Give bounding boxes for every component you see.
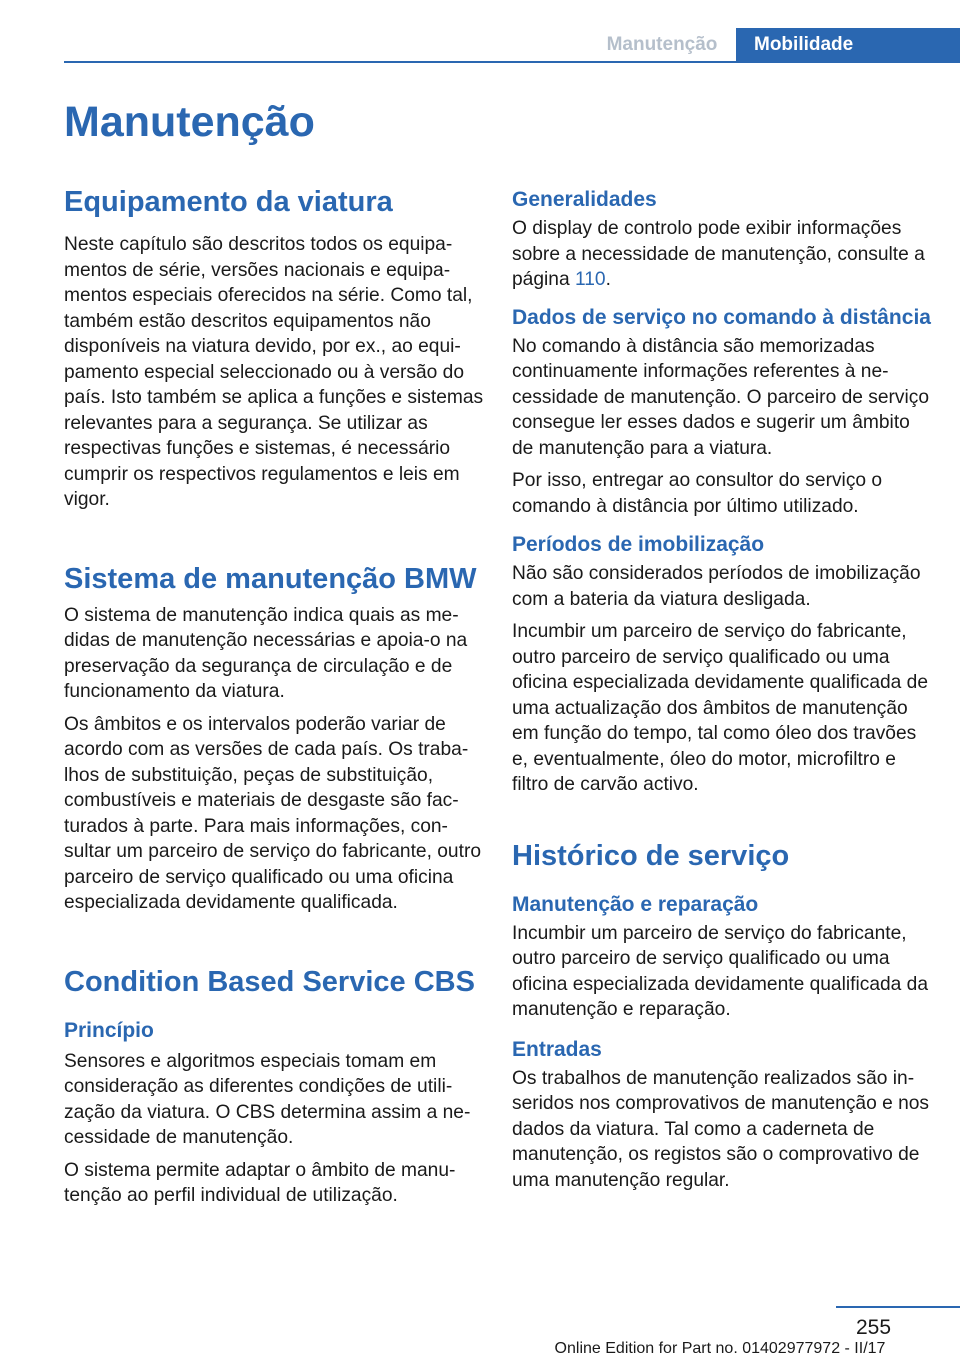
- subsection-title-principio: Princípio: [64, 1018, 154, 1042]
- paragraph-text: O display de controlo pode exibir informações sobre a necessidade de manutenção, consulte a página: [512, 218, 925, 290]
- paragraph: No comando à distância são memorizadas continuamente informações referentes à necessidade de manutenção. O parceiro de serviço consegue ler esses dados e sugerir um âmbito de manutenção para a viatura.: [512, 335, 930, 459]
- paragraph: O sistema de manutenção indica quais as medidas de manutenção necessárias e apoia-o na preservação da segurança de circulação e de funcionamento da viatura.: [64, 604, 468, 702]
- paragraph-end: .: [605, 269, 611, 290]
- paragraph: Incumbir um parceiro de serviço do fabricante, outro parceiro de serviço qualificado ou uma oficina especializada devidamente qualificada de uma actualização dos âmbitos de manutenção em função do tempo, tal como óleo dos travões e, eventualmente, óleo do motor, microfiltro e filtro de carvão activo.: [512, 621, 929, 795]
- right-column: [512, 182, 932, 1193]
- paragraph: O sistema permite adaptar o âmbito de manutenção ao perfil individual de utilização.: [64, 1159, 456, 1206]
- paragraph: Os âmbitos e os intervalos poderão variar de acordo com as versões de cada país. Os trabalhos de substituição, peças de substituição, combustíveis e materiais de desgaste são facturados à parte. Para mais informações, consultar um parceiro de serviço do fabricante, outro parceiro de serviço qualificado ou uma oficina especializada devidamente qualificada.: [64, 713, 482, 913]
- section-title-equipamento: Equipamento da viatura: [64, 186, 393, 218]
- page-number: 255: [856, 1316, 892, 1339]
- footer-rule: [836, 1306, 960, 1308]
- paragraph: Não são considerados períodos de imobilização com a bateria da viatura desligada.: [512, 563, 921, 610]
- subsection-title-entradas: Entradas: [512, 1037, 602, 1061]
- paragraph: Por isso, entregar ao consultor do serviço o comando à distância por último utilizado.: [512, 470, 883, 517]
- paragraph: Incumbir um parceiro de serviço do fabricante, outro parceiro de serviço qualificado ou uma oficina especializada devidamente qualificada da manutenção e reparação.: [512, 922, 929, 1020]
- subsection-title-manutencao-reparacao: Manutenção e reparação: [512, 892, 759, 916]
- paragraph: Neste capítulo são descritos todos os equipamentos de série, versões nacionais e equipamentos especiais oferecidos na série. Como tal, também estão descritos equipamentos não disponíveis na viatura devido, por ex., ao equipamento especial seleccionado ou à versão do país. Isto também se aplica a funções e sistemas relevantes para a segurança. Se utilizar as respectivas funções e sistemas, é necessário cumprir os respectivos regulamentos e leis em vigor.: [64, 234, 484, 510]
- subsection-title-periodos-imobilizacao: Períodos de imobilização: [512, 533, 765, 556]
- paragraph: Os trabalhos de manutenção realizados são inseridos nos comprovativos de manutenção e nos dados da viatura. Tal como a caderneta de manutenção, os registos são o comprovativo de uma manutenção regular.: [512, 1067, 930, 1191]
- page-title: Manutenção: [64, 98, 315, 146]
- header-tab-mobilidade[interactable]: Mobilidade: [736, 28, 960, 61]
- left-column: [64, 182, 484, 1209]
- header-tab-manutencao[interactable]: Manutenção: [606, 33, 718, 55]
- subsection-title-generalidades: Generalidades: [512, 188, 657, 211]
- section-title-cbs: Condition Based Service CBS: [64, 965, 475, 998]
- page-reference-link[interactable]: 110: [574, 269, 606, 290]
- section-title-sistema-manutencao: Sistema de manutenção BMW: [64, 562, 477, 595]
- header-rule: [64, 61, 960, 63]
- edition-footer: Online Edition for Part no. 01402977972 - II/17: [554, 1340, 886, 1357]
- paragraph: [512, 216, 932, 293]
- paragraph: Sensores e algoritmos especiais tomam em consideração as diferentes condições de utilização da viatura. O CBS determina assim a necessidade de manutenção.: [64, 1050, 471, 1148]
- subsection-title-dados-servico: Dados de serviço no comando à distância: [512, 305, 931, 329]
- section-title-historico-servico: Histórico de serviço: [512, 839, 790, 872]
